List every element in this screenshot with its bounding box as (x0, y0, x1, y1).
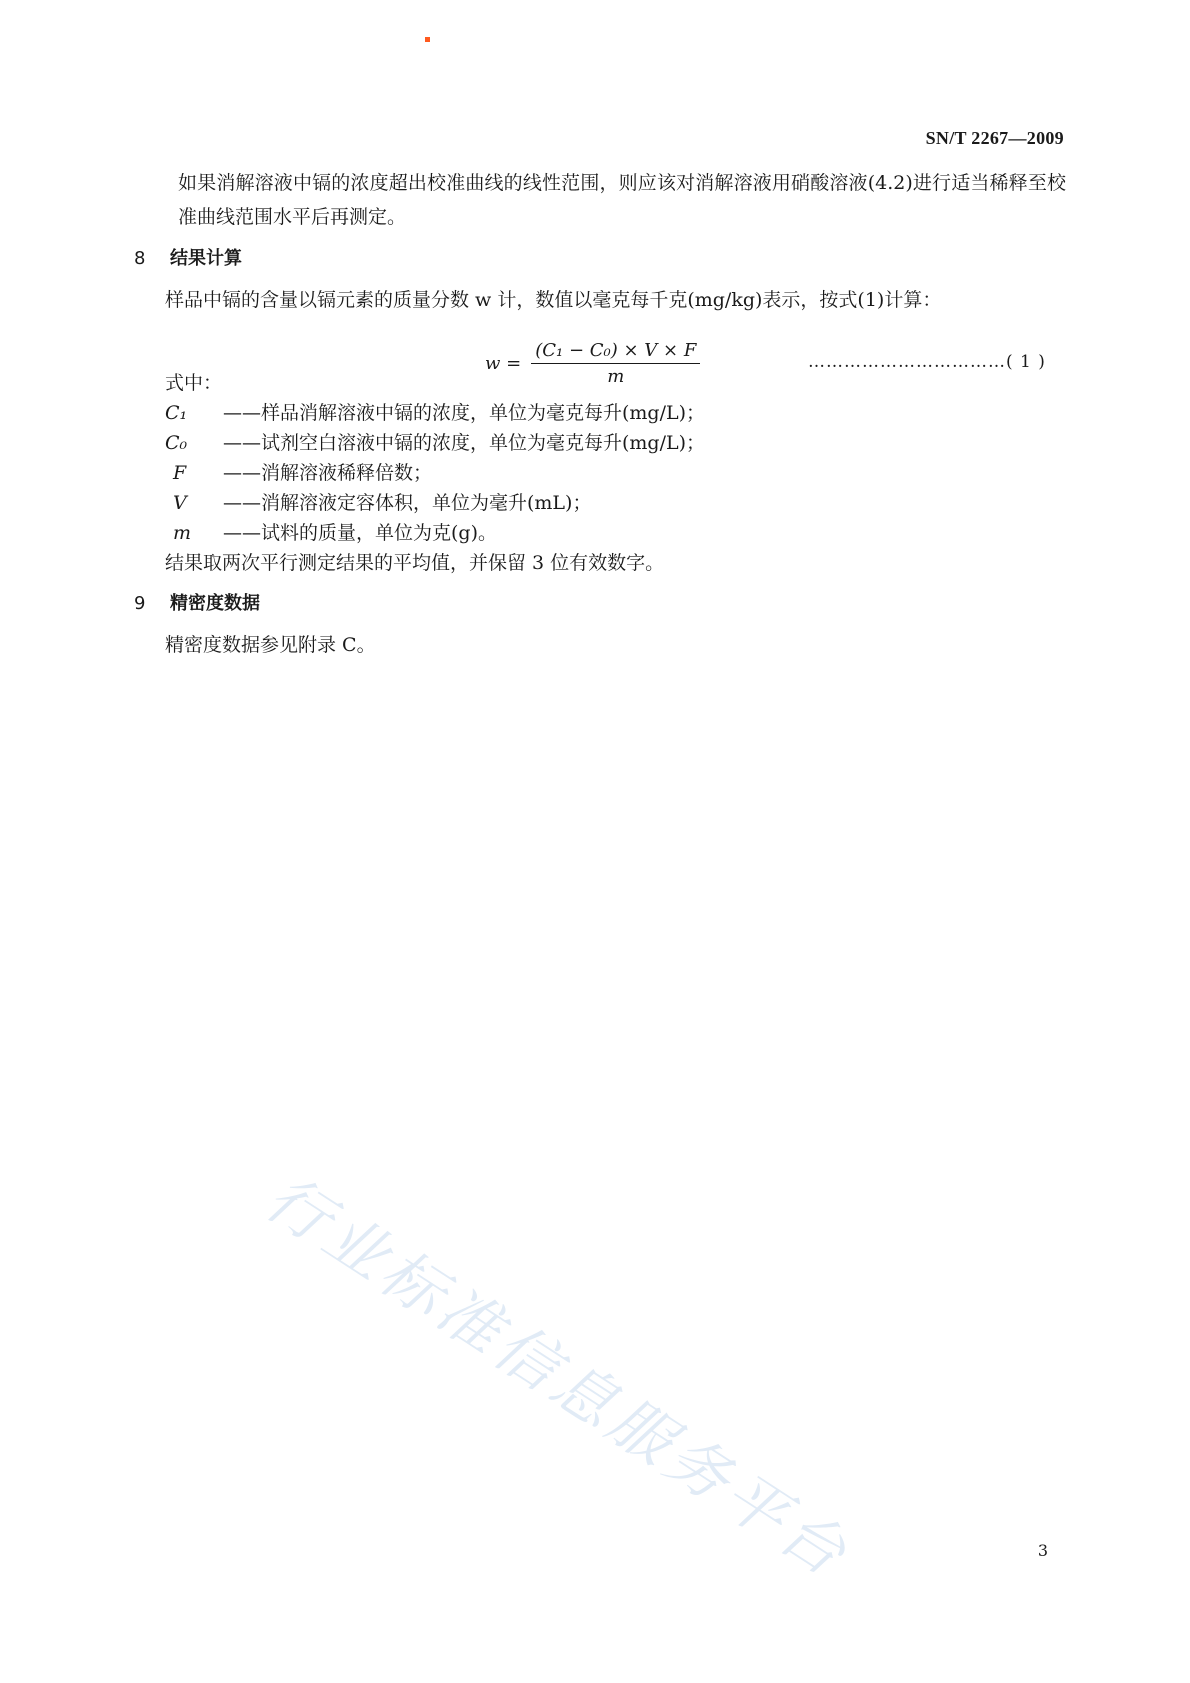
section-9-number: 9 (134, 593, 146, 614)
section-8-intro: 样品中镉的含量以镉元素的质量分数 w 计，数值以毫克每千克(mg/kg)表示，按式(1)计算： (165, 289, 942, 311)
section-9-heading (134, 589, 260, 615)
variable-symbol: C₀ (165, 432, 188, 454)
variable-symbol: C₁ (165, 402, 188, 424)
where-label: 式中： (165, 372, 223, 394)
variable-desc: ——试剂空白溶液中镉的浓度，单位为毫克每升(mg/L)； (223, 432, 706, 454)
formula-lhs: w = (485, 353, 522, 374)
formula-fraction (531, 340, 700, 387)
result-note: 结果取两次平行测定结果的平均值，并保留 3 位有效数字。 (165, 552, 665, 574)
section-9-title: 精密度数据 (170, 593, 260, 614)
variable-symbol: m (173, 522, 192, 544)
section-9-body: 精密度数据参见附录 C。 (165, 634, 376, 656)
variable-desc: ——消解溶液定容体积，单位为毫升(mL)； (223, 492, 592, 514)
section-8-heading (134, 244, 242, 270)
variable-row (165, 398, 705, 428)
variable-row (165, 458, 432, 488)
equation-label: ……………………………( 1 ) (808, 352, 1046, 372)
watermark: 行业标准信息服务平台 (253, 1160, 864, 1593)
formula-1 (485, 340, 700, 387)
formula-numerator: (C₁ − C₀) × V × F (531, 340, 700, 364)
variable-desc: ——样品消解溶液中镉的浓度，单位为毫克每升(mg/L)； (223, 402, 706, 424)
section-8-number: 8 (134, 248, 146, 269)
standard-code: SN/T 2267—2009 (925, 128, 1064, 148)
orange-marker (425, 37, 430, 42)
formula-denominator: m (607, 366, 625, 387)
dilution-paragraph: 如果消解溶液中镉的浓度超出校准曲线的线性范围，则应该对消解溶液用硝酸溶液(4.2)进行适当稀释至校准曲线范围水平后再测定。 (178, 172, 1066, 228)
section-8-title: 结果计算 (170, 248, 242, 269)
variable-row (165, 488, 591, 518)
variable-desc: ——消解溶液稀释倍数； (223, 462, 433, 484)
variable-symbol: V (173, 492, 187, 514)
variable-symbol: F (173, 462, 187, 484)
page-number: 3 (1037, 1541, 1048, 1560)
variable-row (165, 428, 705, 458)
variable-row (165, 518, 497, 548)
variable-desc: ——试料的质量，单位为克(g)。 (223, 522, 497, 544)
